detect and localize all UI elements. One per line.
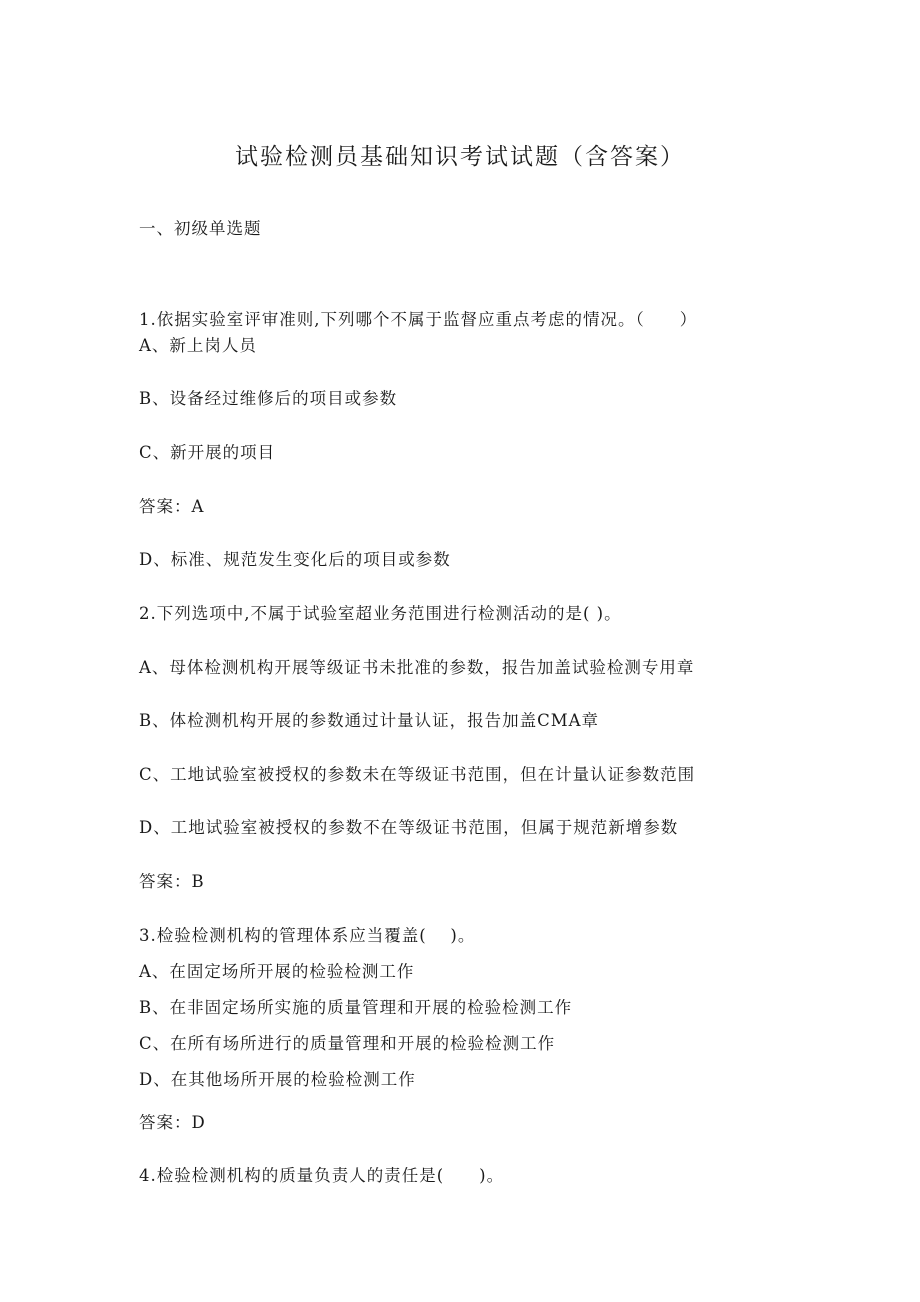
question-3-option-a: A、在固定场所开展的检验检测工作 <box>139 962 415 981</box>
question-3-option-c: C、在所有场所进行的质量管理和开展的检验检测工作 <box>139 1034 556 1053</box>
section-heading: 一、初级单选题 <box>139 219 262 238</box>
question-2-option-d: D、工地试验室被授权的参数不在等级证书范围，但属于规范新增参数 <box>139 818 679 837</box>
question-2-option-c: C、工地试验室被授权的参数未在等级证书范围，但在计量认证参数范围 <box>139 765 696 784</box>
question-3-option-d: D、在其他场所开展的检验检测工作 <box>139 1070 416 1089</box>
question-1-option-b: B、设备经过维修后的项目或参数 <box>139 389 398 408</box>
question-3-stem: 3.检验检测机构的管理体系应当覆盖( )。 <box>139 926 476 945</box>
question-2-option-b: B、体检测机构开展的参数通过计量认证，报告加盖CMA章 <box>139 711 600 730</box>
question-1-stem: 1.依据实验室评审准则,下列哪个不属于监督应重点考虑的情况。（ ） <box>139 310 698 329</box>
question-4-stem: 4.检验检测机构的质量负责人的责任是( )。 <box>139 1166 505 1185</box>
question-2-answer: 答案：B <box>139 872 205 891</box>
question-1-option-d: D、标准、规范发生变化后的项目或参数 <box>139 550 451 569</box>
question-2-option-a: A、母体检测机构开展等级证书未批准的参数，报告加盖试验检测专用章 <box>139 658 695 677</box>
question-2-stem: 2.下列选项中,不属于试验室超业务范围进行检测活动的是( )。 <box>139 604 622 623</box>
page-title: 试验检测员基础知识考试试题（含答案） <box>235 144 685 170</box>
question-3-option-b: B、在非固定场所实施的质量管理和开展的检验检测工作 <box>139 998 573 1017</box>
question-1-option-c: C、新开展的项目 <box>139 443 276 462</box>
question-3-answer: 答案：D <box>139 1113 206 1132</box>
question-1-option-a: A、新上岗人员 <box>139 336 257 355</box>
question-1-answer: 答案：A <box>139 497 205 516</box>
